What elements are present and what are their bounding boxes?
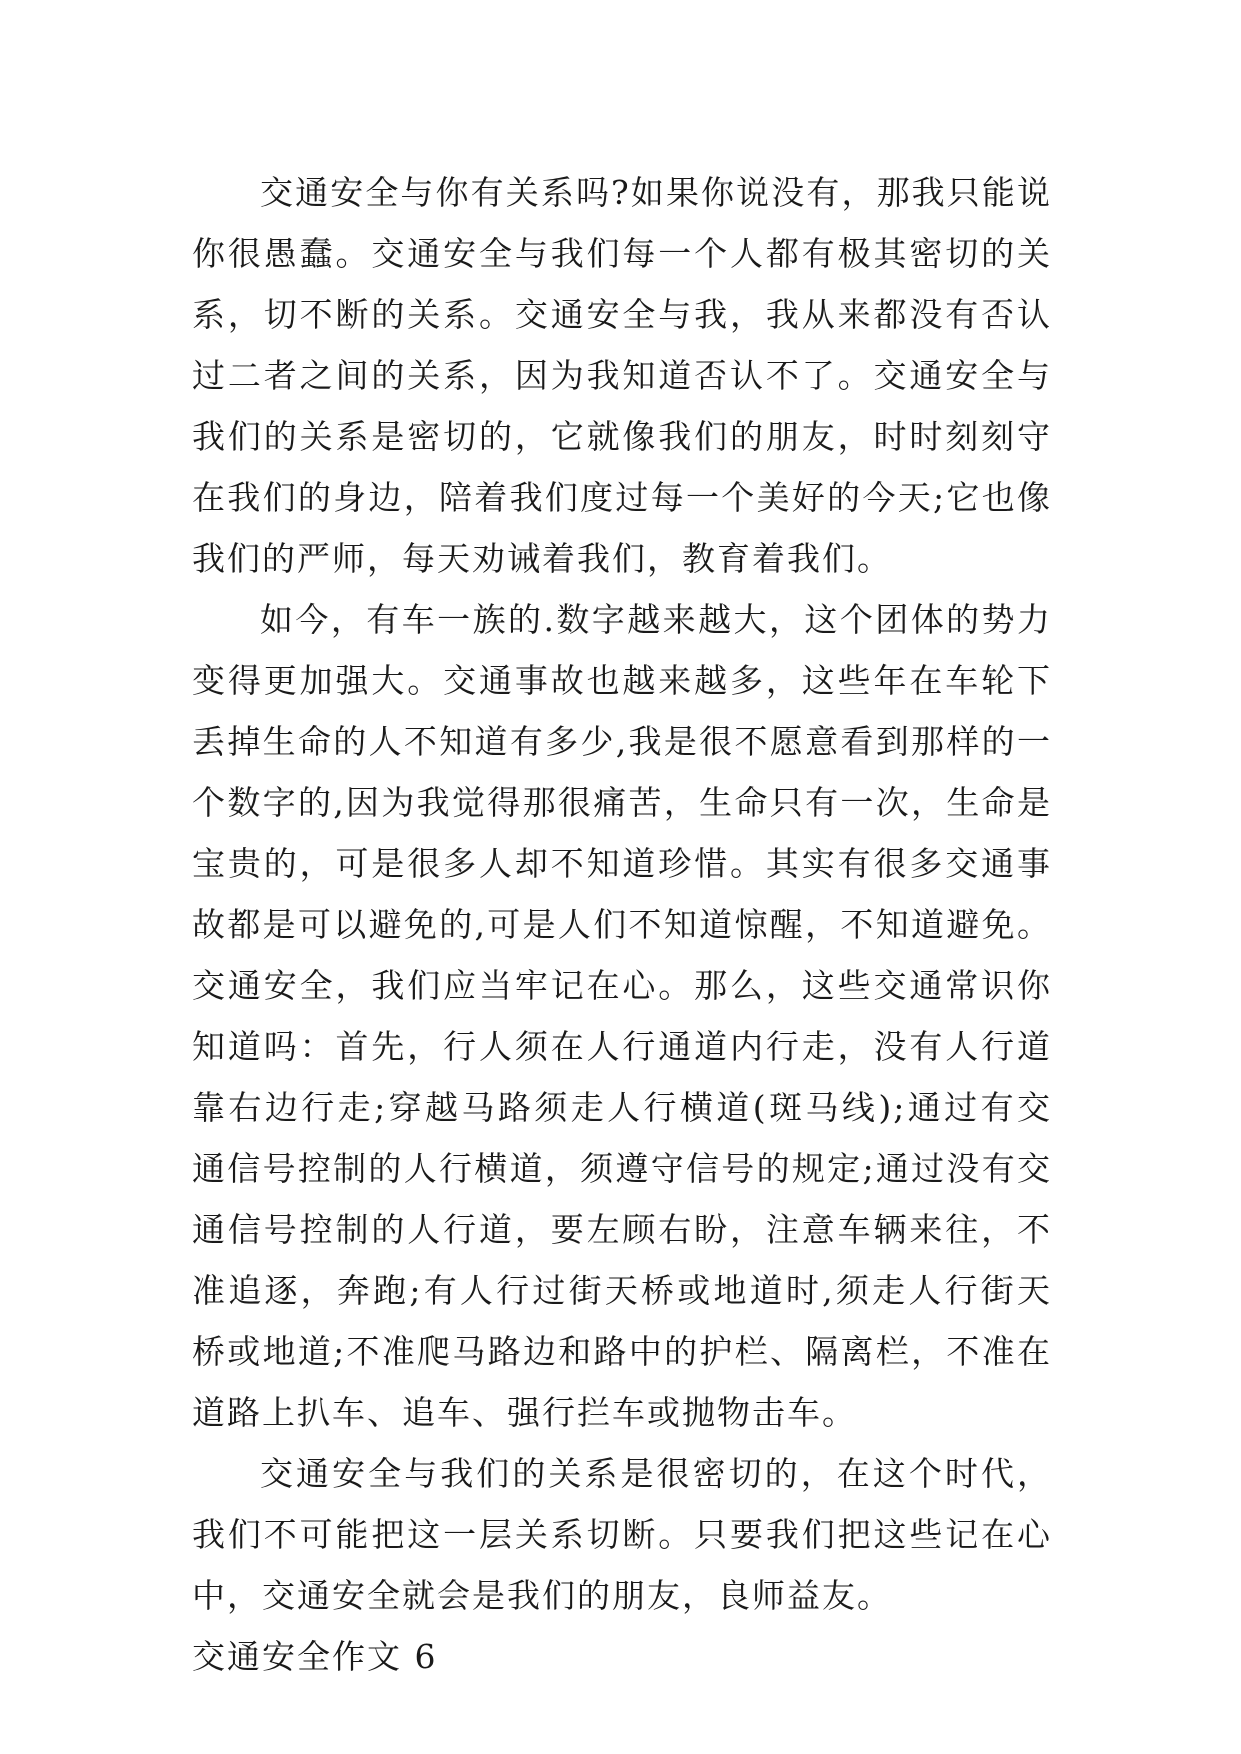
document-body [192, 162, 1052, 1687]
paragraph-1: 交通安全与你有关系吗?如果你说没有，那我只能说你很愚蠢。交通安全与我们每一个人都有极其密切的关系，切不断的关系。交通安全与我，我从来都没有否认过二者之间的关系，因为我知道否认不了。交通安全与我们的关系是密切的，它就像我们的朋友，时时刻刻守在我们的身边，陪着我们度过每一个美好的今天;它也像我们的严师，每天劝诫着我们，教育着我们。 [192, 173, 1052, 578]
paragraph-2: 如今，有车一族的.数字越来越大，这个团体的势力变得更加强大。交通事故也越来越多，这些年在车轮下丢掉生命的人不知道有多少,我是很不愿意看到那样的一个数字的,因为我觉得那很痛苦，生命只有一次，生命是宝贵的，可是很多人却不知道珍惜。其实有很多交通事故都是可以避免的,可是人们不知道惊醒，不知道避免。交通安全，我们应当牢记在心。那么，这些交通常识你知道吗：首先，行人须在人行通道内行走，没有人行道靠右边行走;穿越马路须走人行横道(斑马线);通过有交通信号控制的人行横道，须遵守信号的规定;通过没有交通信号控制的人行道，要左顾右盼，注意车辆来往，不准追逐，奔跑;有人行过街天桥或地道时,须走人行街天桥或地道;不准爬马路边和路中的护栏、隔离栏，不准在道路上扒车、追车、强行拦车或抛物击车。 [192, 600, 1052, 1432]
section-heading: 交通安全作文 6 [192, 1637, 438, 1676]
paragraph-3: 交通安全与我们的关系是很密切的，在这个时代，我们不可能把这一层关系切断。只要我们把这些记在心中，交通安全就会是我们的朋友，良师益友。 [192, 1454, 1052, 1615]
